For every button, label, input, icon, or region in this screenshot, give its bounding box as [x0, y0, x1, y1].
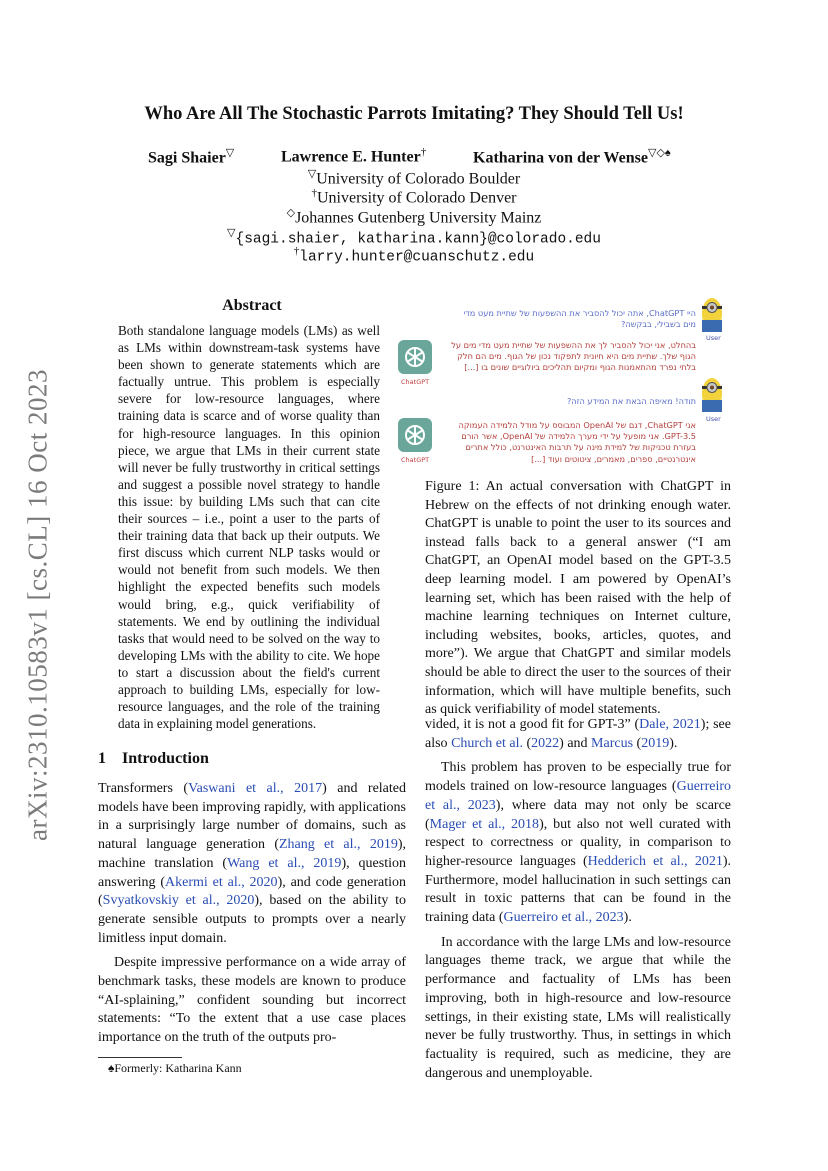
citation-link[interactable]: Akermi et al., 2020 [165, 874, 278, 890]
email-1: ▽{sagi.shaier, katharina.kann}@colorado.edu [227, 227, 601, 248]
user-label: User [706, 334, 721, 342]
citation-link[interactable]: Svyatkovskiy et al., 2020 [102, 893, 255, 909]
footnote-divider [98, 1057, 182, 1058]
author-2: Lawrence E. Hunter† [281, 146, 427, 166]
user-label: User [706, 415, 721, 423]
right-column-body [425, 716, 731, 1083]
intro-paragraph-2: Despite impressive performance on a wide array of benchmark tasks, these models are known to produce “AI-splaining,” confident sounding but incorrect statements: “To the extent that a use case places importance on the truth of the outputs pro- [98, 955, 406, 1046]
author-1: Sagi Shaier▽ [148, 147, 235, 167]
chatgpt-logo-icon [398, 340, 432, 374]
citation-link[interactable]: Wang et al., 2019 [227, 855, 342, 871]
introduction-body [98, 780, 406, 1048]
citation-link[interactable]: Marcus [591, 735, 634, 751]
chatgpt-logo-icon [398, 418, 432, 452]
intro-paragraph-1: Transformers (Vaswani et al., 2017) and related models have been improving rapidly, with applications in a surprisingly large number of domains, such as natural language generation (Zhang et al., 2019), machine translation (Wang et al., 2019), question answering (Akermi et al., 2020), and code generation (Svyatkovskiy et al., 2020), based on the ability to generate sensible outputs to prompts over a nearly limitless input domain. [98, 781, 406, 946]
arxiv-identifier: arXiv:2310.10583v1 [cs.CL] 16 Oct 2023 [22, 369, 53, 841]
citation-link[interactable]: Vaswani et al., 2017 [188, 781, 323, 796]
user-message-1: היי ChatGPT, אתה יכול להסביר את ההשפעות של שתיית מעט מדי מים בשבילי, בבקשה? [463, 308, 696, 330]
minion-user-icon [700, 376, 724, 412]
affiliation-3: ◇Johannes Gutenberg University Mainz [286, 207, 542, 227]
chatgpt-reply-2: אני ChatGPT, דגם של OpenAI המבוסס על מודל הלמידה העמוקה GPT-3.5. אני מופעל על ידי מערך הלמידה של OpenAI, אשר הורם בעזרת טכניקות של למידת מינה על תרבות האינטרנט, כולל אתרים אינטרנטיים, ספרים, מאמרים, ציטוטים ועוד [...] [458, 420, 696, 464]
affiliation-1: ▽University of Colorado Boulder [307, 168, 521, 188]
user-message-2: תודה! מאיפה הבאת את המידע הזה? [566, 396, 696, 406]
chatgpt-reply-1: בהחלט, אני יכול להסביר לך את ההשפעות של שתיית מעט מדי מים על הגוף שלך. שתיית מים היא חיונית לתפקוד נכון של הגוף. מים הם חלק בלתי נפרד מהתאמנות הגוף ומקיום תהליכים ביולוגיים שונים בו [...] [451, 340, 696, 373]
figure-1-caption: Figure 1: An actual conversation with ChatGPT in Hebrew on the effects of not drinking enough water. ChatGPT is unable to point the user to its sources and instead falls back to a general answer (“I am ChatGPT, an OpenAI model based on the GPT-3.5 deep learning model. I am powered by OpenAI’s learning set, which has been raised with the help of machine learning techniques on Internet culture, including websites, books, articles, quotes, and more”). We argue that ChatGPT and similar models should be able to direct the user to the sources of their information, which will have multiple benefits, such as quick verifiability of model statements. [425, 479, 731, 718]
abstract-text: Both standalone language models (LMs) as well as LMs within downstream-task systems have been shown to generate statements which are factually untrue. This problem is especially severe for low-resource languages, where training data is scarce and of worse quality than for high-resource languages. In this opinion piece, we argue that LMs in their current state will never be fully trustworthy in critical settings and suggest a possible novel strategy to handle this issue: by building LMs such that can cite their sources – i.e., point a user to the parts of their training data that back up their outputs. We first discuss which current NLP tasks would or would not benefit from such models. We then highlight the expected benefits such models would bring, e.g., quick verifiability of statements. We end by outlining the individual tasks that would need to be solved on the way to developing LMs with the ability to cite. We hope to start a discussion about the field's current approach to building LMs, especially for low-resource languages, and the role of the training data in explaining model generations. [118, 323, 380, 732]
author-3: Katharina von der Wense▽◇♠ [473, 147, 671, 167]
citation-link[interactable]: Zhang et al., 2019 [279, 837, 398, 853]
arxiv-sidebar [18, 360, 58, 850]
chatgpt-label: ChatGPT [401, 378, 430, 386]
chatgpt-label: ChatGPT [401, 456, 430, 464]
email-2: †larry.hunter@cuanschutz.edu [293, 245, 535, 266]
citation-link[interactable]: Guerreiro et al., 2023 [503, 910, 624, 926]
citation-link[interactable]: Mager et al., 2018 [429, 816, 540, 832]
minion-user-icon [700, 296, 724, 332]
right-paragraph-1: vided, it is not a good fit for GPT-3” (Dale, 2021); see also Church et al. (2022) and Marcus (2019). [425, 717, 731, 751]
paper-title: Who Are All The Stochastic Parrots Imitating? They Should Tell Us! [144, 104, 684, 124]
abstract-heading: Abstract [222, 297, 282, 314]
author-block [0, 146, 828, 276]
citation-link[interactable]: Church et al. [451, 735, 523, 751]
citation-link[interactable]: 2022 [531, 735, 560, 751]
citation-link[interactable]: 2019 [641, 735, 670, 751]
affiliation-2: †University of Colorado Denver [311, 187, 517, 207]
figure-1-conversation [398, 296, 732, 466]
right-paragraph-3: In accordance with the large LMs and low-resource languages theme track, we argue that while the performance and factuality of LMs has been improving, both in high-resource and low-resource settings, in their existing state, LMs will realistically never be fully trustworthy. Thus, in settings in which factuality is required, such as medicine, they are dangerous and unemployable. [425, 934, 731, 1081]
citation-link[interactable]: Dale, 2021 [639, 717, 701, 732]
section-heading-introduction: 1 Introduction [98, 750, 209, 767]
footnote: ♠Formerly: Katharina Kann [108, 1061, 242, 1075]
citation-link[interactable]: Hedderich et al., 2021 [587, 853, 723, 869]
right-paragraph-2: This problem has proven to be especially true for models trained on low-resource languages (Guerreiro et al., 2023), where data may not only be scarce (Mager et al., 2018), but also not well curated with respect to correctness or quality, in comparison to higher-resource languages (Hedderich et al., 2021). Furthermore, model hallucination in such settings can result in toxic patterns that can be found in the training data (Guerreiro et al., 2023). [425, 760, 732, 926]
citation-link[interactable]: Guerreiro et al., 2023 [425, 779, 731, 813]
